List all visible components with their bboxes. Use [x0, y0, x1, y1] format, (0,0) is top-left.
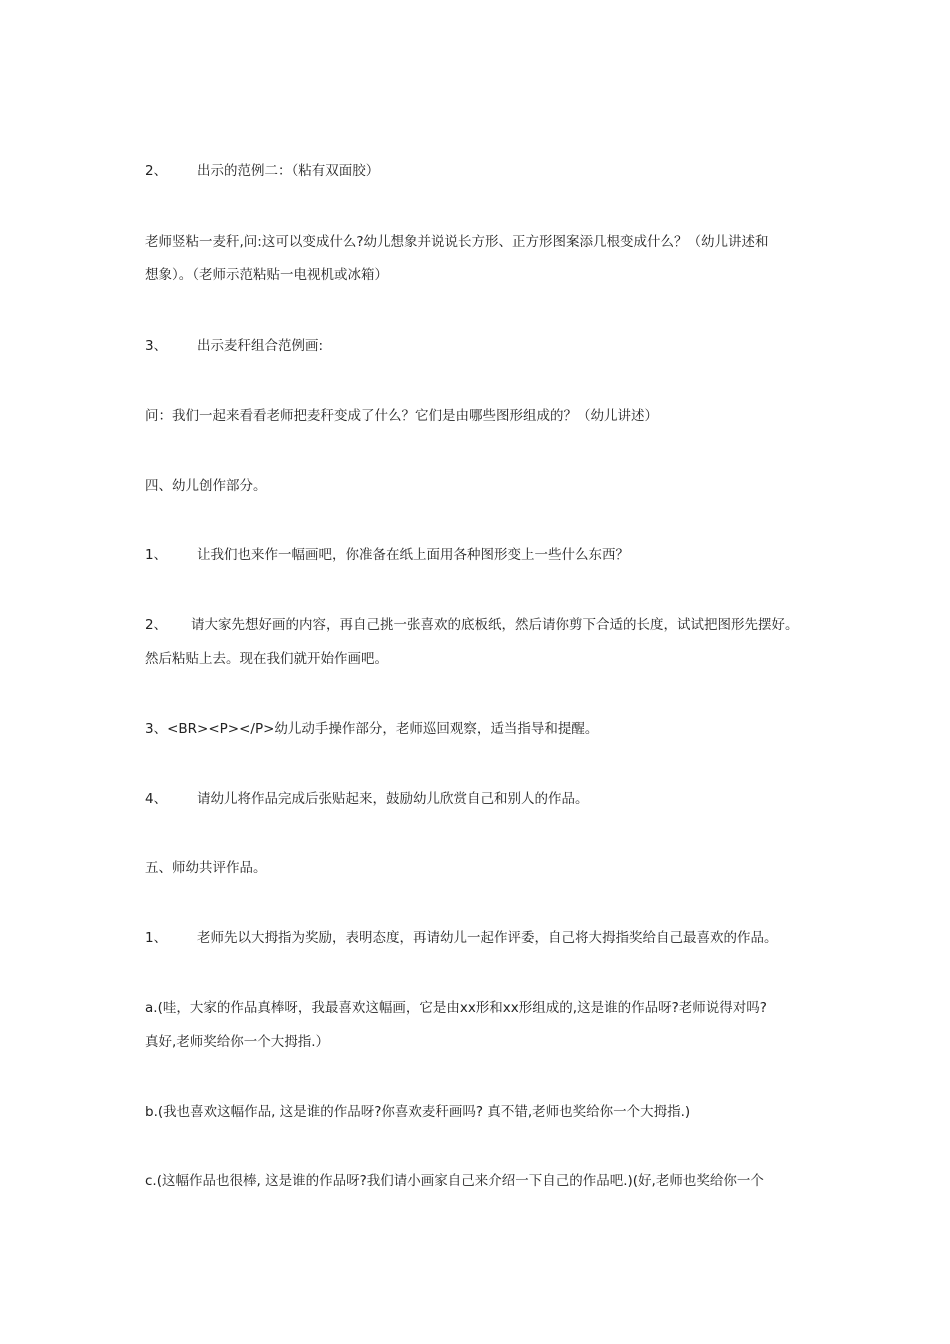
text-line	[145, 650, 825, 668]
text-line	[145, 720, 825, 738]
list-number: 1、	[145, 930, 168, 946]
list-number: 1、	[145, 547, 168, 563]
line-text: 老师先以大拇指为奖励，表明态度，再请幼儿一起作评委，自己将大拇指奖给自己最喜欢的作品。	[197, 930, 778, 946]
line-text: 五、师幼共评作品。	[145, 860, 267, 876]
list-number: 2、	[145, 617, 168, 633]
text-line	[145, 929, 825, 947]
line-text: 四、幼儿创作部分。	[145, 478, 267, 494]
line-text: 出示的范例二：（粘有双面胶）	[197, 163, 380, 179]
line-text: 想象）。（老师示范粘贴一电视机或冰箱）	[145, 267, 388, 283]
text-line	[145, 162, 825, 180]
list-number: 4、	[145, 791, 168, 807]
line-text: c.(这幅作品也很棒, 这是谁的作品呀?我们请小画家自己来介绍一下自己的作品吧.)(好,老师也奖给你一个	[145, 1173, 764, 1189]
line-text: a.(哇，大家的作品真棒呀，我最喜欢这幅画，它是由xx形和xx形组成的,这是谁的作品呀?老师说得对吗?	[145, 1000, 767, 1016]
line-text: b.(我也喜欢这幅作品, 这是谁的作品呀?你喜欢麦秆画吗? 真不错,老师也奖给你一个大拇指.)	[145, 1104, 691, 1120]
list-number: 2、	[145, 163, 168, 179]
section-heading	[145, 477, 825, 495]
line-text: 老师竖粘一麦秆,问:这可以变成什么?幼儿想象并说说长方形、正方形图案添几根变成什么？（幼儿讲述和	[145, 234, 769, 250]
text-line	[145, 233, 825, 251]
text-line	[145, 266, 825, 284]
line-text: 让我们也来作一幅画吧，你准备在纸上面用各种图形变上一些什么东西？	[197, 547, 629, 563]
line-text: 请大家先想好画的内容，再自己挑一张喜欢的底板纸，然后请你剪下合适的长度，试试把图形先摆好。	[191, 617, 799, 633]
line-text: 出示麦秆组合范例画:	[197, 338, 324, 354]
text-line	[145, 546, 825, 564]
line-text: 问：我们一起来看看老师把麦秆变成了什么？它们是由哪些图形组成的？（幼儿讲述）	[145, 408, 658, 424]
list-number: 3、	[145, 338, 168, 354]
text-line	[145, 337, 825, 355]
text-line	[145, 790, 825, 808]
text-line	[145, 407, 825, 425]
line-text: 真好,老师奖给你一个大拇指.）	[145, 1034, 330, 1050]
line-text: 然后粘贴上去。现在我们就开始作画吧。	[145, 651, 388, 667]
section-heading	[145, 859, 825, 877]
text-line	[145, 999, 825, 1017]
text-line	[145, 616, 825, 634]
line-text: 请幼儿将作品完成后张贴起来，鼓励幼儿欣赏自己和别人的作品。	[197, 791, 589, 807]
text-line	[145, 1103, 825, 1121]
text-line	[145, 1033, 825, 1051]
text-line	[145, 1172, 825, 1190]
line-text: 3、<BR><P></P>幼儿动手操作部分，老师巡回观察，适当指导和提醒。	[145, 721, 599, 737]
